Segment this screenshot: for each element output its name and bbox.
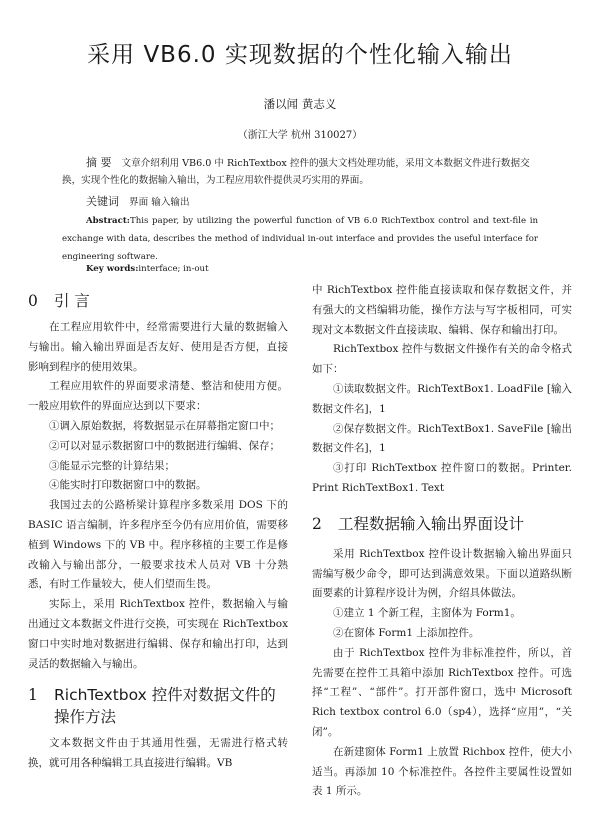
affiliation: （浙江大学 杭州 310027） [237, 130, 363, 141]
keywords-cn [62, 193, 538, 209]
authors: 潘以闻 黄志义 [263, 97, 337, 111]
list-item: ①建立 1 个新工程，主窗体为 Form1。 [333, 607, 521, 620]
section-0-number: 0 [28, 292, 38, 310]
section-0-title: 引 言 [54, 292, 90, 310]
list-item: ④能实时打印数据窗口中的数据。 [49, 479, 207, 492]
paragraph: 在工程应用软件中，经常需要进行大量的数据输入与输出。输入输出界面是否友好、使用是否方便，直接影响到程序的使用效果。 [28, 321, 288, 373]
keywords-cn-text: 界面 输入输出 [129, 197, 190, 208]
paragraph: RichTextbox 控件与数据文件操作有关的命令格式如下： [312, 343, 572, 376]
paragraph: 采用 RichTextbox 控件设计数据输入输出界面只需编写极少命令，即可达到满意效果。下面以道路纵断面要素的计算程序设计为例，介绍具体做法。 [312, 547, 572, 600]
list-item: ③能显示完整的计算结果； [49, 459, 175, 472]
keywords-en-text: interface; in-out [138, 264, 209, 274]
command-item: ②保存数据文件。RichTextBox1. SaveFile [输出数据文件名]，1 [312, 422, 572, 455]
list-item: ①调入原始数据，将数据显示在屏幕指定窗口中； [49, 419, 280, 432]
abstract-cn-text: 文章介绍利用 VB6.0 中 RichTextbox 控件的强大文档处理功能，采用文本数据文件进行数据交换，实现个性化的数据输入输出，为工程应用软件提供灵巧实用的界面。 [62, 158, 530, 186]
section-1-title-line2: 操作方法 [54, 708, 117, 727]
paragraph: 中 RichTextbox 控件能直接读取和保存数据文件，并有强大的文档编辑功能，操作方法与写字板相同，可实现对文本数据文件直接读取、编辑、保存和输出打印。 [312, 284, 572, 336]
section-1-heading [28, 684, 288, 728]
command-item: ①读取数据文件。RichTextBox1. LoadFile [输入数据文件名]，1 [312, 382, 572, 415]
list-item: ②可以对显示数据窗口中的数据进行编辑、保存； [49, 439, 280, 452]
section-0-heading [28, 290, 288, 312]
section-2-title: 工程数据输入输出界面设计 [338, 514, 525, 533]
paragraph: 在新建窗体 Form1 上放置 Richbox 控件，使大小适当。再添加 10 个标准控件。各控件主要属性设置如表 1 所示。 [312, 745, 572, 798]
abstract-en-text: This paper, by utilizing the powerful function of VB 6.0 RichTextbox control and text-file in exchange with data, describes the method of individual in-out interface and provides the useful interface for engineering software. [62, 216, 538, 262]
paragraph: 文本数据文件由于其通用性强，无需进行格式转换，就可用各种编辑工具直接进行编辑。VB [28, 737, 288, 770]
section-1-number: 1 [28, 686, 38, 705]
section-2-number: 2 [312, 514, 322, 533]
abstract-en [62, 212, 538, 266]
paragraph: 工程应用软件的界面要求清楚、整洁和使用方便。一般应用软件的界面应达到以下要求： [28, 380, 288, 413]
section-2-heading [312, 513, 572, 535]
abstract-cn [62, 154, 538, 189]
paragraph: 由于 RichTextbox 控件为非标准控件，所以，首先需要在控件工具箱中添加 RichTextbox 控件。可选择“工程”、“部件”。打开部件窗口，选中 Microsoft Rich textbox control 6.0（sp4），选择“应用”，“关闭”。 [312, 646, 572, 738]
paragraph: 我国过去的公路桥梁计算程序多数采用 DOS 下的 BASIC 语言编制，许多程序至今仍有应用价值，需要移植到 Windows 下的 VB 中。程序移植的主要工作是修改输入与输出部分，一般要求技术人员对 VB 十分熟悉，有时工作量较大，使人们望而生畏。 [28, 499, 288, 591]
list-item: ②在窗体 Form1 上添加控件。 [333, 626, 480, 639]
page-title: 采用 VB6.0 实现数据的个性化输入输出 [87, 42, 513, 68]
right-column [312, 281, 572, 802]
abstract-en-label: Abstract: [86, 216, 130, 226]
command-item: ③打印 RichTextbox 控件窗口的数据。Printer. Print RichTextBox1. Text [312, 462, 572, 494]
section-1-title-line1: RichTextbox 控件对数据文件的 [54, 686, 276, 705]
abstract-cn-label: 摘 要 [86, 156, 112, 169]
keywords-en-label: Key words: [86, 264, 139, 274]
left-column [28, 282, 288, 774]
keywords-cn-label: 关键词 [86, 195, 119, 208]
paragraph: 实际上，采用 RichTextbox 控件，数据输入与输出通过文本数据文件进行交换，可实现在 RichTextbox 窗口中实时地对数据进行编辑、保存和输出打印，达到灵活的数据输入与输出。 [28, 598, 288, 670]
keywords-en [62, 264, 538, 274]
